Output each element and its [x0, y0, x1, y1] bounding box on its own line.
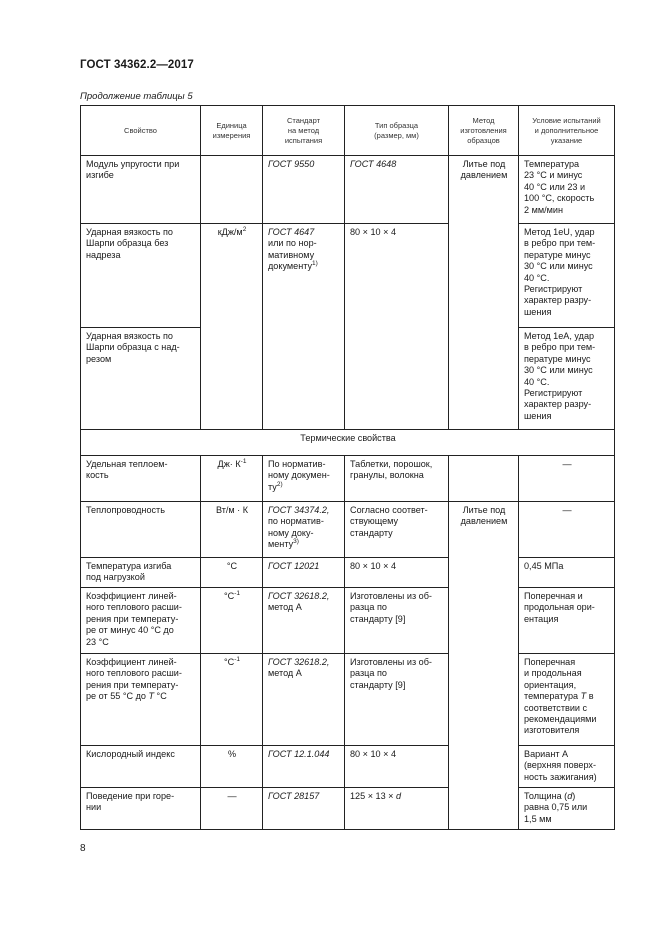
cell-property: Модуль упругости при изгибе	[81, 156, 201, 224]
cell-standard: ГОСТ 34374.2, по норматив- ному доку- менту$^{3)}$	[263, 502, 345, 558]
cell-unit: $^\circ С^{-1}$	[201, 588, 263, 654]
page-number: 8	[80, 843, 86, 854]
cell-standard: По норматив- ному докумен- $ту^{2)}$	[263, 456, 345, 502]
cell-condition: Поперечная и продольная ори- ентация	[519, 588, 615, 654]
table-row	[81, 654, 615, 746]
table-continuation-caption: Продолжение таблицы 5	[80, 91, 193, 102]
cell-specimen: 125 × 13 × d	[345, 788, 449, 830]
cell-method: Литье под давлением	[449, 156, 519, 430]
table-row	[81, 224, 615, 328]
cell-unit: кДж/$м^2$	[201, 224, 263, 430]
cell-method	[449, 456, 519, 502]
cell-specimen: Изготовлены из об- разца по стандарту [9]	[345, 588, 449, 654]
cell-unit: $^\circ С^{-1}$	[201, 654, 263, 746]
table-row	[81, 558, 615, 588]
table-row	[81, 788, 615, 830]
cell-condition: 0,45 МПа	[519, 558, 615, 588]
cell-standard: ГОСТ 9550	[263, 156, 345, 224]
table-row	[81, 502, 615, 558]
header-condition: Условие испытаний и дополнительное указание	[519, 106, 615, 156]
cell-standard: ГОСТ 12021	[263, 558, 345, 588]
cell-specimen: ГОСТ 4648	[345, 156, 449, 224]
section-title-thermal: Термические свойства	[81, 430, 615, 456]
header-method: Метод изготовления образцов	[449, 106, 519, 156]
cell-unit: —	[201, 788, 263, 830]
cell-specimen: Таблетки, порошок, гранулы, волокна	[345, 456, 449, 502]
cell-specimen: Согласно соответ- ствующему стандарту	[345, 502, 449, 558]
cell-standard: ГОСТ 32618.2, метод А	[263, 588, 345, 654]
table-row	[81, 156, 615, 224]
header-unit: Единица измерения	[201, 106, 263, 156]
cell-condition: —	[519, 502, 615, 558]
cell-property: Коэффициент линей- ного теплового расши- рения при температу- ре от 55 °С до T °С	[81, 654, 201, 746]
cell-specimen: 80 × 10 × 4	[345, 746, 449, 788]
table-header-row	[81, 106, 615, 156]
cell-condition: Вариант А (верхняя поверх- ность зажигания)	[519, 746, 615, 788]
document-code: ГОСТ 34362.2—2017	[80, 59, 194, 71]
cell-specimen: 80 × 10 × 4	[345, 224, 449, 430]
cell-property: Ударная вязкость по Шарпи образца без надреза	[81, 224, 201, 328]
cell-property: Ударная вязкость по Шарпи образца с над- резом	[81, 328, 201, 430]
cell-standard: ГОСТ 4647 или по нор- мативному документу$^{1)}$	[263, 224, 345, 430]
cell-unit: $Дж\cdot К^{-1}$	[201, 456, 263, 502]
cell-condition: Поперечная и продольная ориентация, температура Т в соответствии с рекомендациями изготовителя	[519, 654, 615, 746]
cell-condition: Метод 1eU, удар в ребро при тем- пературе минус 30 °С или минус 40 °С. Регистрируют характер разру- шения	[519, 224, 615, 328]
cell-standard: ГОСТ 28157	[263, 788, 345, 830]
cell-property: Коэффициент линей- ного теплового расши- рения при температу- ре от минус 40 °С до 23 °С	[81, 588, 201, 654]
cell-unit: °С	[201, 558, 263, 588]
header-specimen: Тип образца (размер, мм)	[345, 106, 449, 156]
cell-condition: Температура 23 °С и минус 40 °С или 23 и 100 °С, скорость 2 мм/мин	[519, 156, 615, 224]
cell-condition: Толщина (d) равна 0,75 или 1,5 мм	[519, 788, 615, 830]
cell-property: Температура изгиба под нагрузкой	[81, 558, 201, 588]
cell-condition: —	[519, 456, 615, 502]
cell-unit: %	[201, 746, 263, 788]
cell-standard: ГОСТ 32618.2, метод А	[263, 654, 345, 746]
cell-property: Теплопроводность	[81, 502, 201, 558]
cell-condition: Метод 1еА, удар в ребро при тем- пературе минус 30 °С или минус 40 °С. Регистрируют характер разру- шения	[519, 328, 615, 430]
table-row	[81, 746, 615, 788]
table-row	[81, 588, 615, 654]
cell-specimen: 80 × 10 × 4	[345, 558, 449, 588]
cell-unit: Вт/м · К	[201, 502, 263, 558]
cell-unit	[201, 156, 263, 224]
cell-property: Удельная теплоем- кость	[81, 456, 201, 502]
cell-property: Поведение при горе- нии	[81, 788, 201, 830]
cell-standard: ГОСТ 12.1.044	[263, 746, 345, 788]
header-property: Свойство	[81, 106, 201, 156]
properties-table	[80, 105, 615, 830]
header-standard: Стандарт на метод испытания	[263, 106, 345, 156]
cell-method: Литье под давлением	[449, 502, 519, 830]
table-row	[81, 456, 615, 502]
cell-specimen: Изготовлены из об- разца по стандарту [9]	[345, 654, 449, 746]
section-row	[81, 430, 615, 456]
cell-property: Кислородный индекс	[81, 746, 201, 788]
